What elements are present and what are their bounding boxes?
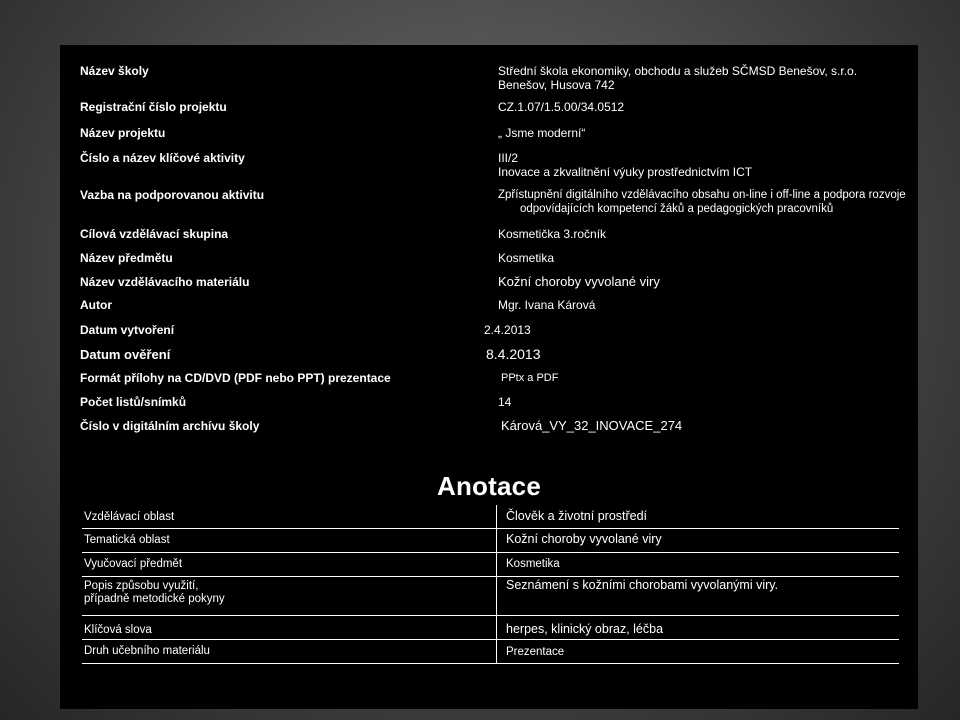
- info-value: 2.4.2013: [484, 323, 531, 337]
- table-row: [82, 529, 899, 553]
- info-label: Název vzdělávacího materiálu: [80, 275, 250, 289]
- anotace-label: Klíčová slova: [84, 624, 152, 636]
- anotace-value: Prezentace: [506, 646, 565, 658]
- info-value-line2: Benešov, Husova 742: [498, 78, 615, 92]
- info-value-line2: Inovace a zkvalitnění výuky prostřednictvím ICT: [498, 165, 753, 179]
- anotace-label: Druh učebního materiálu: [84, 645, 210, 657]
- info-label: Registrační číslo projektu: [80, 100, 227, 114]
- info-label: Autor: [80, 298, 112, 312]
- anotace-value: Člověk a životní prostředí: [506, 509, 648, 523]
- info-label: Formát přílohy na CD/DVD (PDF nebo PPT) prezentace: [80, 371, 391, 385]
- info-value: Zpřístupnění digitálního vzdělávacího obsahu on-line i off-line a podpora rozvoje: [498, 189, 906, 201]
- info-label: Číslo v digitálním archívu školy: [80, 419, 260, 433]
- anotace-value: herpes, klinický obraz, léčba: [506, 622, 664, 636]
- info-value: Střední škola ekonomiky, obchodu a služeb SČMSD Benešov, s.r.o.: [498, 64, 858, 78]
- anotace-label: Vzdělávací oblast: [84, 511, 175, 523]
- info-value: III/2: [498, 151, 519, 165]
- info-value: Kožní choroby vyvolané viry: [498, 274, 660, 289]
- info-value: Kosmetika: [498, 251, 555, 265]
- info-label: Datum ověření: [80, 347, 171, 362]
- anotace-title: Anotace: [437, 471, 541, 501]
- anotace-value: Kosmetika: [506, 558, 560, 570]
- table-row: [82, 640, 899, 664]
- info-value: Mgr. Ivana Kárová: [498, 298, 596, 312]
- info-value: 8.4.2013: [486, 346, 541, 362]
- info-label: Název projektu: [80, 126, 166, 140]
- info-label: Datum vytvoření: [80, 323, 175, 337]
- info-value: „ Jsme moderní“: [498, 126, 586, 140]
- anotace-label-line2: případně metodické pokyny: [84, 593, 225, 605]
- info-value: Kosmetička 3.ročník: [498, 227, 607, 241]
- table-row: [82, 577, 899, 616]
- info-value: CZ.1.07/1.5.00/34.0512: [498, 100, 625, 114]
- info-value: 14: [498, 395, 512, 409]
- info-label: Název předmětu: [80, 251, 173, 265]
- anotace-label: Tematická oblast: [84, 534, 170, 546]
- info-label: Vazba na podporovanou aktivitu: [80, 188, 265, 202]
- table-row: [82, 505, 899, 529]
- info-label: Název školy: [80, 64, 149, 78]
- table-row: [82, 553, 899, 577]
- anotace-label: Popis způsobu využití,: [84, 580, 199, 592]
- anotace-value: Kožní choroby vyvolané viry: [506, 532, 662, 546]
- info-label: Počet listů/snímků: [80, 395, 187, 409]
- slide-frame: [60, 45, 918, 709]
- info-value: Kárová_VY_32_INOVACE_274: [501, 418, 683, 433]
- anotace-label: Vyučovací předmět: [84, 558, 183, 570]
- info-label: Cílová vzdělávací skupina: [80, 227, 229, 241]
- info-value: PPtx a PDF: [501, 372, 559, 384]
- anotace-value: Seznámení s kožními chorobami vyvolanými viry.: [506, 578, 779, 592]
- info-label: Číslo a název klíčové aktivity: [80, 151, 245, 165]
- info-value-line2: odpovídajících kompetencí žáků a pedagogických pracovníků: [520, 203, 834, 215]
- table-row: [82, 616, 899, 640]
